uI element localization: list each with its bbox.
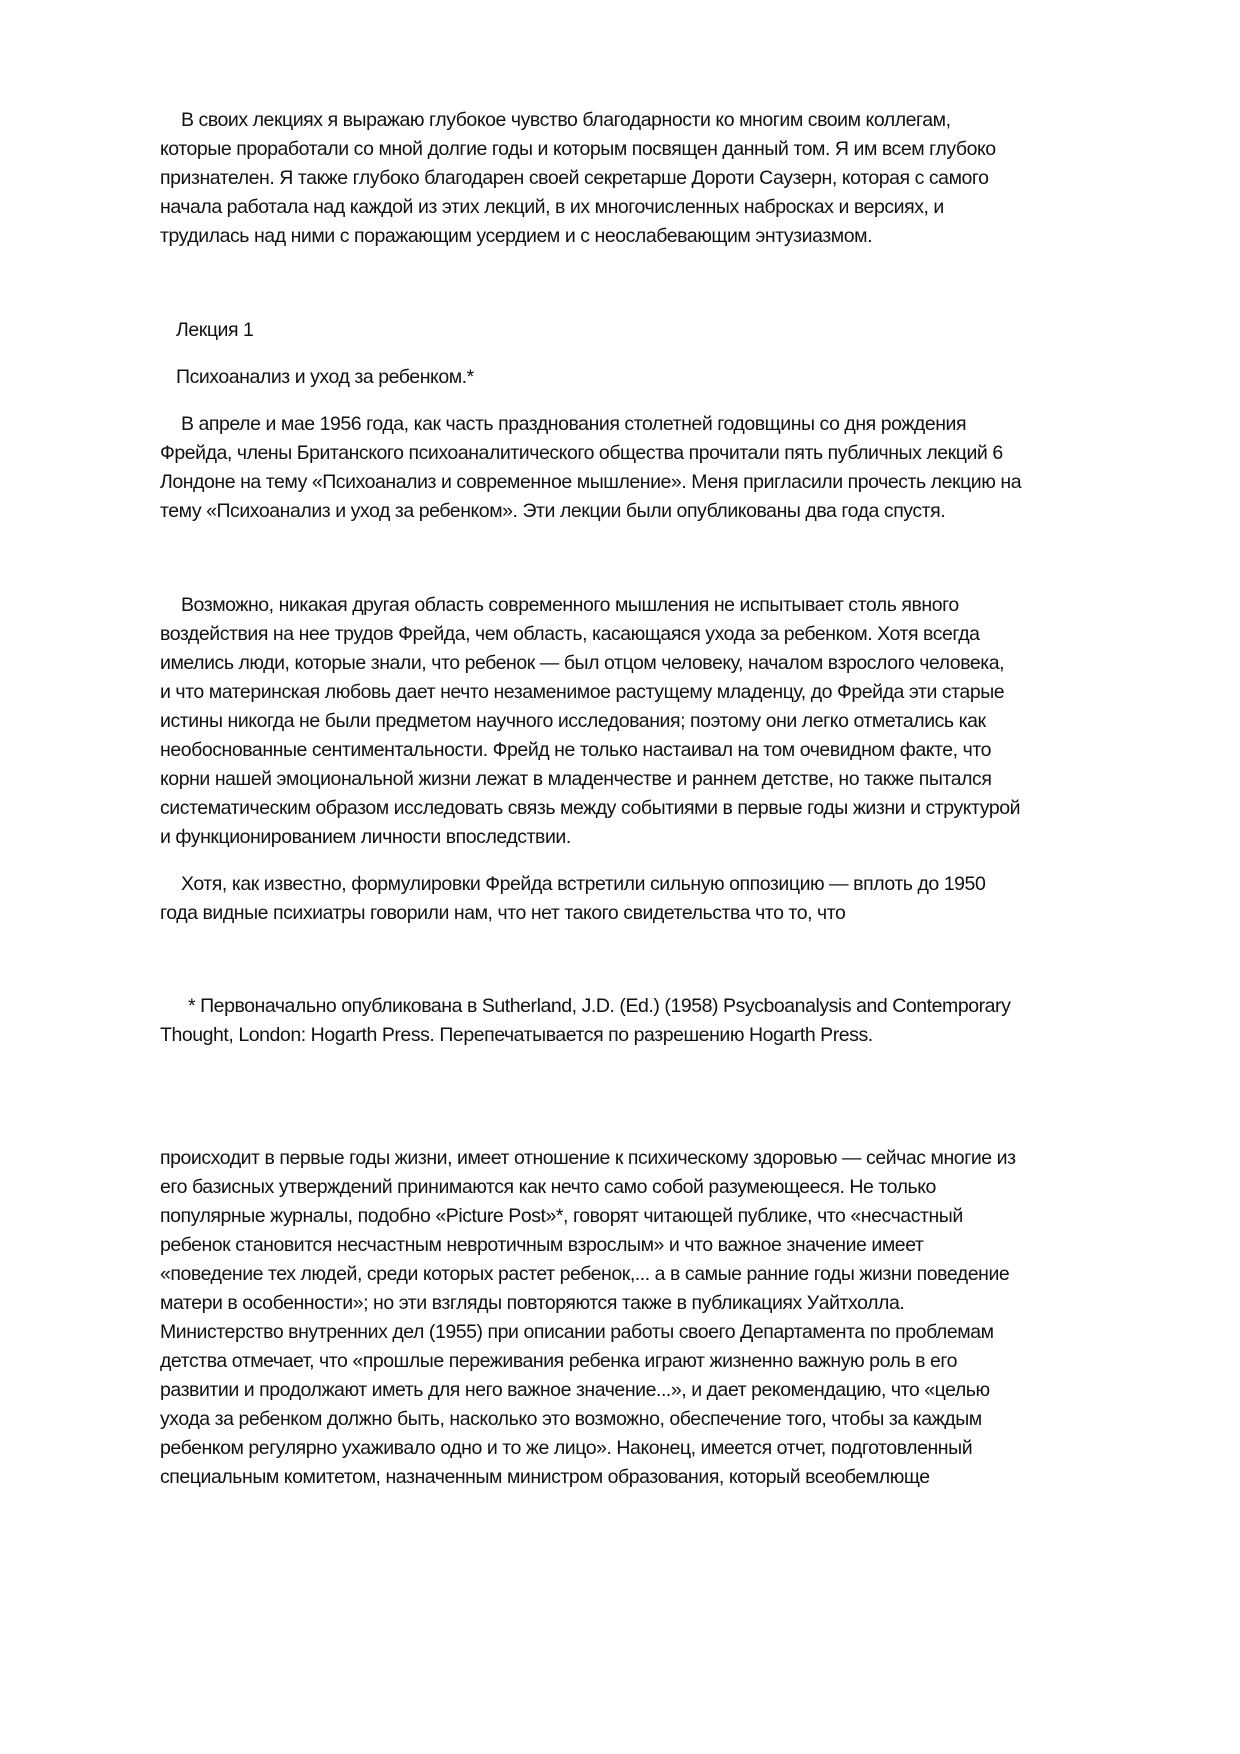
text-line: * Первоначально опубликована в Sutherland, J.D. (Ed.) (1958) Psycboanalysis and Contemporary	[188, 995, 1011, 1017]
text-line: систематическим образом исследовать связь между событиями в первые годы жизни и структурой	[160, 797, 1021, 819]
text-line: начала работала над каждой из этих лекций, в их многочисленных набросках и версиях, и	[160, 196, 944, 218]
text-line: Хотя, как известно, формулировки Фрейда встретили сильную оппозицию — вплоть до 1950	[181, 873, 986, 895]
lecture-number: Лекция 1	[176, 319, 254, 341]
text-line: и функционированием личности впоследствии.	[160, 826, 571, 848]
text-line: ухода за ребенком должно быть, насколько это возможно, обеспечение того, чтобы за каждым	[160, 1408, 982, 1430]
text-line: которые проработали со мной долгие годы и которым посвящен данный том. Я им всем глубоко	[160, 138, 996, 160]
text-line: Возможно, никакая другая область современного мышления не испытывает столь явного	[181, 594, 959, 616]
text-line: развитии и продолжают иметь для него важное значение...», и дает рекомендацию, что «целью	[160, 1379, 990, 1401]
text-line: популярные журналы, подобно «Picture Post»*, говорят читающей публике, что «несчастный	[160, 1205, 963, 1227]
text-line: признателен. Я также глубоко благодарен своей секретарше Дороти Саузерн, которая с самого	[160, 167, 989, 189]
text-line: и что материнская любовь дает нечто незаменимое растущему младенцу, до Фрейда эти старые	[160, 681, 1005, 703]
text-line: детства отмечает, что «прошлые переживания ребенка играют жизненно важную роль в его	[160, 1350, 958, 1372]
text-line: имелись люди, которые знали, что ребенок — был отцом человеку, началом взрослого человека,	[160, 652, 1005, 674]
text-line: необоснованные сентиментальности. Фрейд не только настаивал на том очевидном факте, что	[160, 739, 991, 761]
text-line: Thought, London: Hogarth Press. Перепечатывается по разрешению Hogarth Press.	[160, 1024, 873, 1046]
text-line: ребенок становится несчастным невротичным взрослым» и что важное значение имеет	[160, 1234, 924, 1256]
text-line: Фрейда, члены Британского психоаналитического общества прочитали пять публичных лекций 6	[160, 442, 1003, 464]
text-line: специальным комитетом, назначенным министром образования, который всеобемлюще	[160, 1466, 930, 1488]
text-line: года видные психиатры говорили нам, что нет такого свидетельства что то, что	[160, 902, 846, 924]
text-line: ребенком регулярно ухаживало одно и то же лицо». Наконец, имеется отчет, подготовленный	[160, 1437, 973, 1459]
text-line: корни нашей эмоциональной жизни лежат в младенчестве и раннем детстве, но также пытался	[160, 768, 992, 790]
text-line: происходит в первые годы жизни, имеет отношение к психическому здоровью — сейчас многие из	[160, 1147, 1016, 1169]
text-line: его базисных утверждений принимаются как нечто само собой разумеющееся. Не только	[160, 1176, 936, 1198]
text-line: воздействия на нее трудов Фрейда, чем область, касающаяся ухода за ребенком. Хотя всегда	[160, 623, 980, 645]
text-line: истины никогда не были предметом научного исследования; поэтому они легко отметались как	[160, 710, 986, 732]
text-line: В апреле и мае 1956 года, как часть празднования столетней годовщины со дня рождения	[181, 413, 967, 435]
text-line: В своих лекциях я выражаю глубокое чувство благодарности ко многим своим коллегам,	[181, 109, 951, 131]
text-line: тему «Психоанализ и уход за ребенком». Эти лекции были опубликованы два года спустя.	[160, 500, 946, 522]
text-line: Министерство внутренних дел (1955) при описании работы своего Департамента по проблемам	[160, 1321, 994, 1343]
text-line: «поведение тех людей, среди которых растет ребенок,... а в самые ранние годы жизни поведение	[160, 1263, 1010, 1285]
text-line: матери в особенности»; но эти взгляды повторяются также в публикациях Уайтхолла.	[160, 1292, 905, 1314]
text-line: Лондоне на тему «Психоанализ и современное мышление». Меня пригласили прочесть лекцию на	[160, 471, 1022, 493]
lecture-title: Психоанализ и уход за ребенком.*	[176, 366, 474, 388]
text-line: трудилась над ними с поражающим усердием и с неослабевающим энтузиазмом.	[160, 225, 873, 247]
